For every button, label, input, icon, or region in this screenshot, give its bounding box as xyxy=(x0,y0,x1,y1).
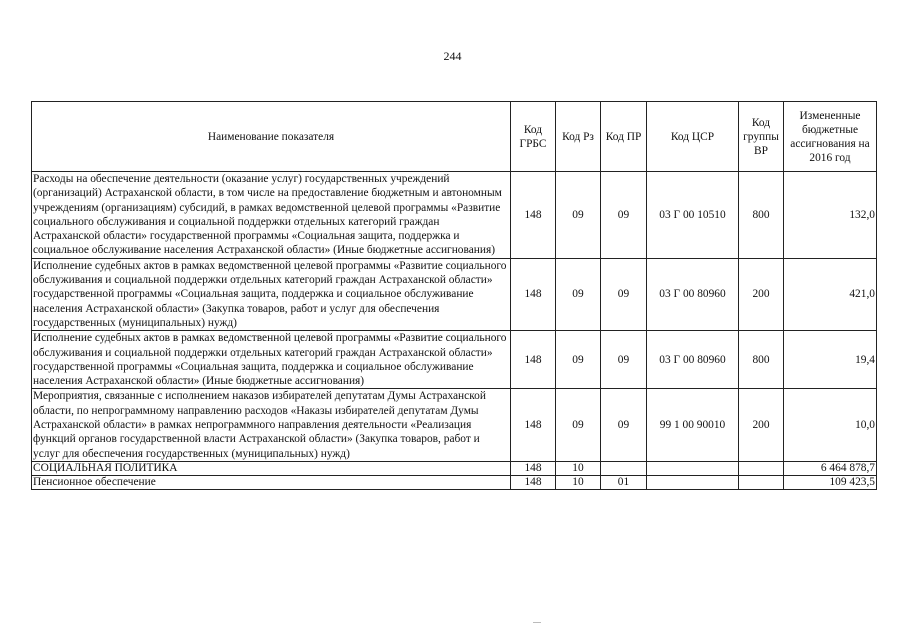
budget-allocations-table xyxy=(31,101,877,490)
row-name: СОЦИАЛЬНАЯ ПОЛИТИКА xyxy=(32,461,511,475)
row-pr: 09 xyxy=(601,172,647,259)
row-amount: 132,0 xyxy=(784,172,877,259)
row-name: Исполнение судебных актов в рамках ведомственной целевой программы «Развитие социального обслуживания и социальной поддержки отдельных категорий граждан Астраханской области» государственной программы «Социальная защита, поддержка и социальное обслуживание населения Астраханской области» (Иные бюджетные ассигнования) xyxy=(32,331,511,389)
row-name: Пенсионное обеспечение xyxy=(32,475,511,489)
row-vr: 800 xyxy=(739,172,784,259)
row-vr xyxy=(739,461,784,475)
table-row xyxy=(32,331,877,389)
table-row xyxy=(32,461,877,475)
table-row xyxy=(32,389,877,461)
header-amount: Измененные бюджетные ассигнования на 2016 год xyxy=(784,102,877,172)
scan-artifact xyxy=(533,622,541,623)
row-grbs: 148 xyxy=(511,461,556,475)
table-row xyxy=(32,258,877,330)
row-vr xyxy=(739,475,784,489)
row-grbs: 148 xyxy=(511,172,556,259)
row-pr xyxy=(601,461,647,475)
row-name: Расходы на обеспечение деятельности (оказание услуг) государственных учреждений (организаций) Астраханской области, в том числе на предоставление бюджетным и автономным учреждениям (организациям) субсидий, в рамках ведомственной целевой программы «Развитие социального обслуживания и социальной поддержки отдельных категорий граждан Астраханской области» государственной программы «Социальная защита, поддержка и социальное обслуживание населения Астраханской области» (Иные бюджетные ассигнования) xyxy=(32,172,511,259)
row-amount: 421,0 xyxy=(784,258,877,330)
page-number: 244 xyxy=(443,49,462,63)
row-rz: 09 xyxy=(556,389,601,461)
row-rz: 09 xyxy=(556,331,601,389)
row-vr: 800 xyxy=(739,331,784,389)
row-amount: 10,0 xyxy=(784,389,877,461)
row-pr: 01 xyxy=(601,475,647,489)
header-vr: Код группы ВР xyxy=(739,102,784,172)
row-grbs: 148 xyxy=(511,331,556,389)
row-pr: 09 xyxy=(601,331,647,389)
row-name: Мероприятия, связанные с исполнением наказов избирателей депутатам Думы Астраханской области, по непрограммному направлению расходов «Наказы избирателей депутатам Думы Астраханской области» в рамках непрограммного направления деятельности «Реализация функций органов государственной власти Астраханской области» (Закупка товаров, работ и услуг для обеспечения государственных (муниципальных) нужд) xyxy=(32,389,511,461)
row-rz: 10 xyxy=(556,461,601,475)
table-row xyxy=(32,172,877,259)
row-pr: 09 xyxy=(601,389,647,461)
row-name: Исполнение судебных актов в рамках ведомственной целевой программы «Развитие социального обслуживания и социальной поддержки отдельных категорий граждан Астраханской области» государственной программы «Социальная защита, поддержка и социальное обслуживание населения Астраханской области» (Закупка товаров, работ и услуг для обеспечения государственных (муниципальных) нужд) xyxy=(32,258,511,330)
row-pr: 09 xyxy=(601,258,647,330)
row-csr: 99 1 00 90010 xyxy=(647,389,739,461)
row-csr: 03 Г 00 80960 xyxy=(647,258,739,330)
row-grbs: 148 xyxy=(511,389,556,461)
row-grbs: 148 xyxy=(511,475,556,489)
table-row xyxy=(32,475,877,489)
row-rz: 10 xyxy=(556,475,601,489)
row-amount: 6 464 878,7 xyxy=(784,461,877,475)
row-rz: 09 xyxy=(556,172,601,259)
row-csr: 03 Г 00 80960 xyxy=(647,331,739,389)
header-rz: Код Рз xyxy=(556,102,601,172)
row-csr: 03 Г 00 10510 xyxy=(647,172,739,259)
row-amount: 19,4 xyxy=(784,331,877,389)
row-rz: 09 xyxy=(556,258,601,330)
header-pr: Код ПР xyxy=(601,102,647,172)
header-name: Наименование показателя xyxy=(32,102,511,172)
header-csr: Код ЦСР xyxy=(647,102,739,172)
row-csr xyxy=(647,475,739,489)
row-amount: 109 423,5 xyxy=(784,475,877,489)
row-csr xyxy=(647,461,739,475)
row-grbs: 148 xyxy=(511,258,556,330)
row-vr: 200 xyxy=(739,258,784,330)
header-grbs: Код ГРБС xyxy=(511,102,556,172)
table-header-row xyxy=(32,102,877,172)
row-vr: 200 xyxy=(739,389,784,461)
